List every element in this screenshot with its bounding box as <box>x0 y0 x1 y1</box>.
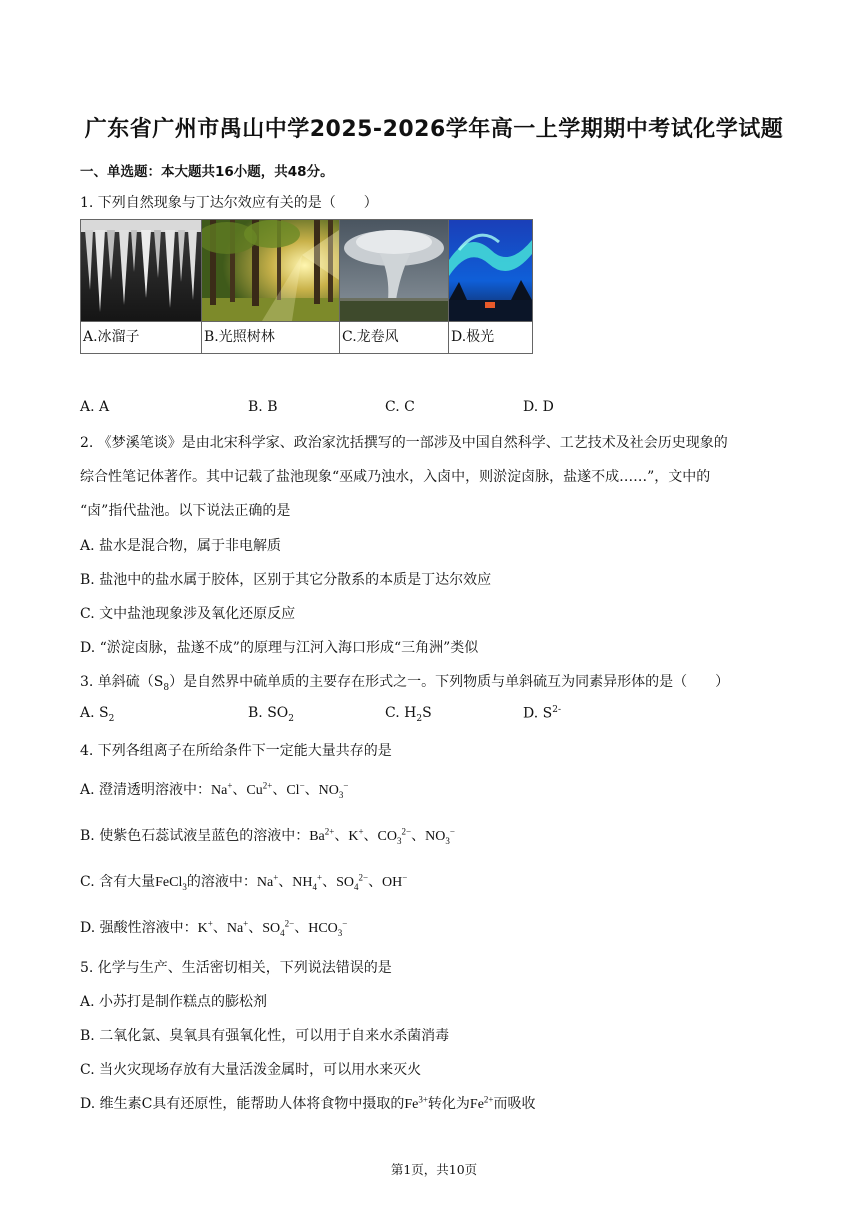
q1-option-d[interactable]: D. D <box>523 399 554 415</box>
q1-option-b[interactable]: B. B <box>248 399 278 415</box>
q3-option-d[interactable]: D. $S^{2-}$ <box>523 705 561 722</box>
q3-option-a[interactable]: A. $S_2$ <box>80 705 115 724</box>
q1-caption-a: A.冰溜子 <box>81 322 202 354</box>
page-footer: 第1页，共10页 <box>390 1162 478 1177</box>
q3-option-b[interactable]: B. $SO_2$ <box>248 705 294 724</box>
tornado-image <box>340 220 448 321</box>
q2-stem-line2: 综合性笔记体著作。其中记载了盐池现象“巫咸乃浊水，入卤中，则淤淀卤脉，盐遂不成……”，文中的 <box>80 469 711 485</box>
icicle-image <box>81 220 201 321</box>
q1-image-table <box>80 219 533 354</box>
q3-option-c[interactable]: C. $H_2S$ <box>385 705 432 724</box>
q2-stem-line1: 2. 《梦溪笔谈》是由北宋科学家、政治家沈括撰写的一部涉及中国自然科学、工艺技术及社会历史现象的 <box>80 435 728 451</box>
q4-stem: 4. 下列各组离子在所给条件下一定能大量共存的是 <box>80 743 392 759</box>
q4-option-a[interactable]: A. 澄清透明溶液中：Na+、$Cu^{2+}$、Cl−、$NO_3^-$ <box>80 780 349 800</box>
q5-option-a[interactable]: A. 小苏打是制作糕点的膨松剂 <box>80 994 268 1010</box>
q1-stem: 1. 下列自然现象与丁达尔效应有关的是（ ） <box>80 195 378 211</box>
q1-caption-b: B.光照树林 <box>202 322 340 354</box>
q2-stem-line3: “卤”指代盐池。以下说法正确的是 <box>80 503 291 519</box>
page-title: 广东省广州市禺山中学2025-2026学年高一上学期期中考试化学试题 <box>84 117 784 142</box>
q4-option-b[interactable]: B. 使紫色石蕊试液呈蓝色的溶液中：$Ba^{2+}$、K+、$CO_3^{2-}$、$NO_3^-$ <box>80 826 455 846</box>
q5-stem: 5. 化学与生产、生活密切相关，下列说法错误的是 <box>80 960 392 976</box>
q4-option-c[interactable]: C. 含有大量FeCl$_3$的溶液中：Na+、$NH_4^+$、$SO_4^{2-}$、OH− <box>80 872 408 892</box>
q1-option-a[interactable]: A. A <box>80 399 110 415</box>
q1-option-c[interactable]: C. C <box>385 399 415 415</box>
q4-option-d[interactable]: D. 强酸性溶液中：K+、Na+、$SO_4^{2-}$、$HCO_3^-$ <box>80 918 348 938</box>
q2-option-a[interactable]: A. 盐水是混合物，属于非电解质 <box>80 538 282 554</box>
sunlit-forest-image <box>202 220 339 321</box>
q2-option-b[interactable]: B. 盐池中的盐水属于胶体，区别于其它分散系的本质是丁达尔效应 <box>80 572 492 588</box>
q5-option-d[interactable]: D. 维生素C具有还原性，能帮助人体将食物中摄取的$Fe^{3+}$转化为$Fe^{2+}$而吸收 <box>80 1094 536 1112</box>
q1-caption-c: C.龙卷风 <box>340 322 449 354</box>
aurora-image <box>449 220 532 321</box>
q3-stem: 3. 单斜硫$(S_8)$是自然界中硫单质的主要存在形式之一。下列物质与单斜硫互为同素异形体的是（ ） <box>80 674 730 693</box>
section-heading: 一、单选题：本大题共16小题，共48分。 <box>80 164 334 180</box>
q5-option-c[interactable]: C. 当火灾现场存放有大量活泼金属时，可以用水来灭火 <box>80 1062 422 1078</box>
q1-caption-d: D.极光 <box>449 322 533 354</box>
q2-option-c[interactable]: C. 文中盐池现象涉及氧化还原反应 <box>80 606 296 622</box>
q2-option-d[interactable]: D. “淤淀卤脉，盐遂不成”的原理与江河入海口形成“三角洲”类似 <box>80 640 479 656</box>
q5-option-b[interactable]: B. 二氧化氯、臭氧具有强氧化性，可以用于自来水杀菌消毒 <box>80 1028 450 1044</box>
